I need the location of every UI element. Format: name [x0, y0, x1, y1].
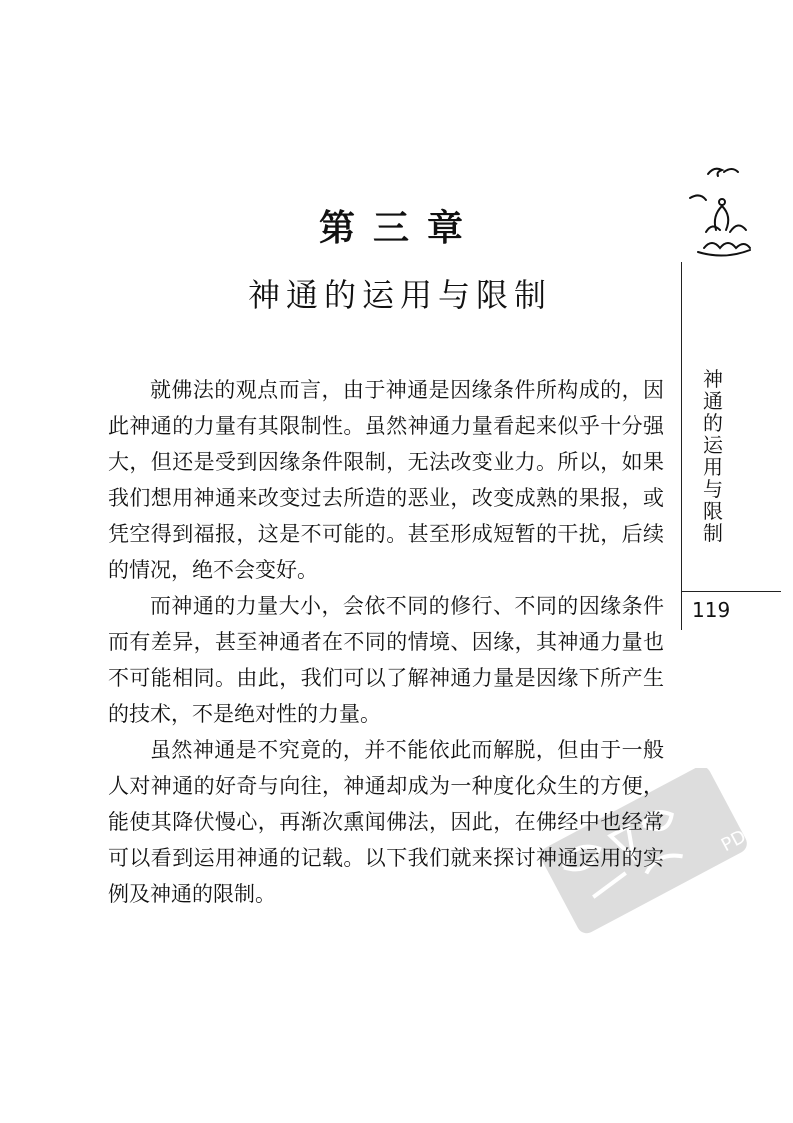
pdg-watermark-seal-icon [526, 768, 762, 936]
margin-rule-vertical [681, 262, 682, 630]
chapter-title: 神通的运用与限制 [247, 276, 552, 314]
paragraph-2: 而神通的力量大小，会依不同的修行、不同的因缘条件而有差异，甚至神通者在不同的情境、因缘，其神通力量也不可能相同。由此，我们可以了解神通力量是因缘下所产生的技术，不是绝对性的力量。 [108, 594, 664, 726]
margin-rule-horizontal [681, 591, 781, 592]
running-title-text: 神 通 的 运 用 与 限 制 [703, 367, 723, 545]
watermark-text: PDG [717, 819, 762, 857]
lotus-ornament-icon [686, 160, 758, 260]
running-title [700, 368, 726, 544]
chapter-number: 第三章 [318, 208, 481, 249]
page-number: 119 [692, 598, 731, 622]
paragraph-1: 就佛法的观点而言，由于神通是因缘条件所构成的，因此神通的力量有其限制性。虽然神通力量看起来似乎十分强大，但还是受到因缘条件限制，无法改变业力。所以，如果我们想用神通来改变过去所造的恶业，改变成熟的果报，或凭空得到福报，这是不可能的。甚至形成短暂的干扰，后续的情况，绝不会变好。 [108, 378, 664, 582]
paragraph-3: 虽然神通是不究竟的，并不能依此而解脱，但由于一般人对神通的好奇与向往，神通却成为一种度化众生的方便，能使其降伏慢心，再渐次熏闻佛法，因此，在佛经中也经常可以看到运用神通的记载。以下我们就来探讨神通运用的实例及神通的限制。 [108, 738, 664, 906]
